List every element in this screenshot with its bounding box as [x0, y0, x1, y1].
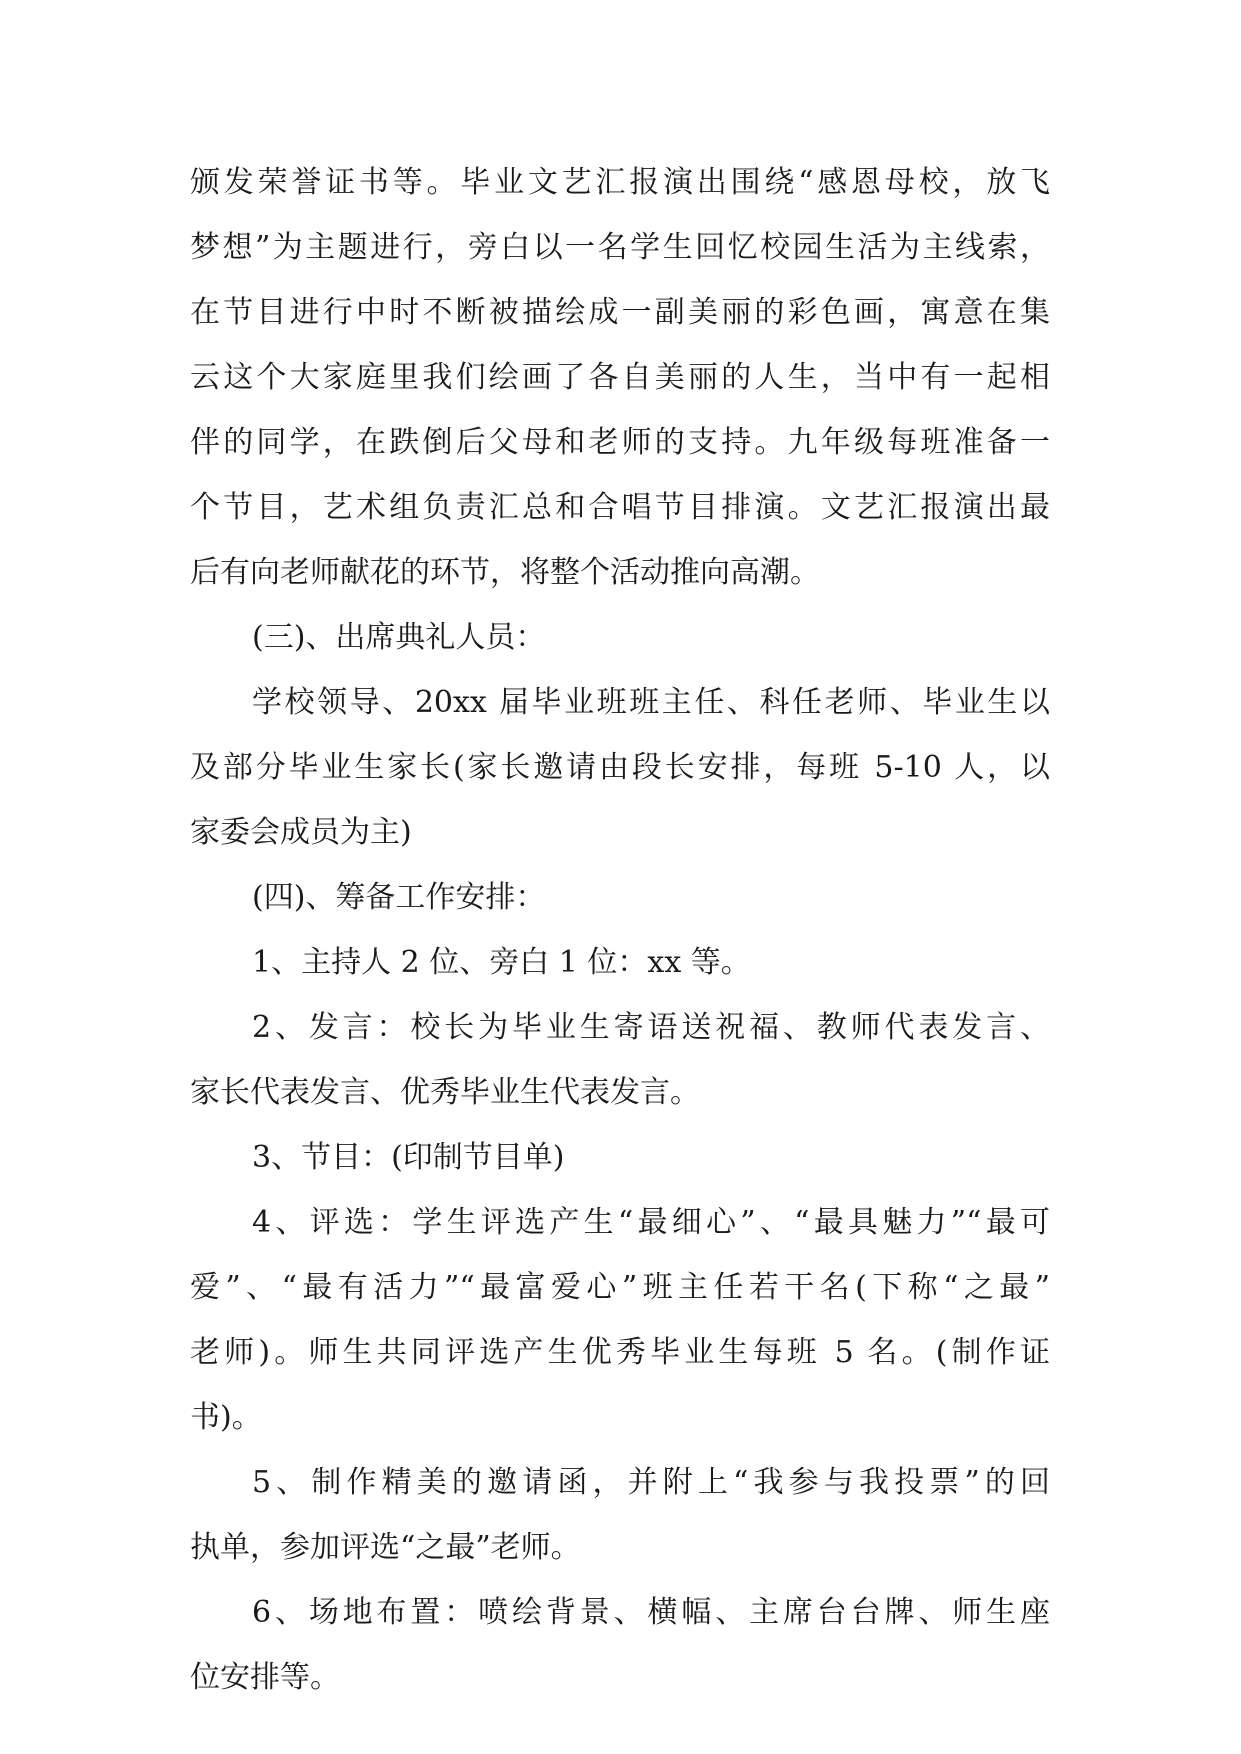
text-line: 及部分毕业生家长(家长邀请由段长安排，每班 5-10 人，以	[190, 750, 1050, 785]
text-line: 云这个大家庭里我们绘画了各自美丽的人生，当中有一起相	[190, 360, 1050, 395]
text-line: 3、节目：(印制节目单)	[252, 1140, 565, 1175]
text-line: 1、主持人 2 位、旁白 1 位：xx 等。	[252, 945, 751, 980]
list-item-invitations	[190, 1450, 1050, 1580]
text-line: 执单，参加评选“之最”老师。	[190, 1530, 581, 1565]
list-item-speeches	[190, 995, 1050, 1125]
list-item-selection	[190, 1190, 1050, 1450]
text-line: 老师)。师生共同评选产生优秀毕业生每班 5 名。(制作证	[190, 1335, 1050, 1370]
list-item-venue	[190, 1580, 1050, 1710]
section-heading-preparation	[190, 865, 1050, 930]
section-heading: (四)、筹备工作安排：	[252, 880, 546, 915]
text-line: 后有向老师献花的环节，将整个活动推向高潮。	[190, 555, 820, 590]
text-line: 在节目进行中时不断被描绘成一副美丽的彩色画，寓意在集	[190, 295, 1050, 330]
section-heading: (三)、出席典礼人员：	[252, 620, 546, 655]
section-heading-attendees	[190, 605, 1050, 670]
paragraph-ceremony-program	[190, 150, 1050, 605]
list-item-hosts	[190, 930, 1050, 995]
text-line: 家委会成员为主)	[190, 815, 412, 850]
text-line: 2、发言：校长为毕业生寄语送祝福、教师代表发言、	[252, 1010, 1050, 1045]
text-line: 伴的同学，在跌倒后父母和老师的支持。九年级每班准备一	[190, 425, 1050, 460]
text-line: 颁发荣誉证书等。毕业文艺汇报演出围绕“感恩母校，放飞	[190, 165, 1050, 200]
text-line: 梦想”为主题进行，旁白以一名学生回忆校园生活为主线索，	[190, 230, 1050, 265]
text-line: 5、制作精美的邀请函，并附上“我参与我投票”的回	[252, 1465, 1050, 1500]
text-line: 爱”、“最有活力”“最富爱心”班主任若干名(下称“之最”	[190, 1270, 1050, 1305]
text-line: 个节目，艺术组负责汇总和合唱节目排演。文艺汇报演出最	[190, 490, 1050, 525]
text-line: 4、评选：学生评选产生“最细心”、“最具魅力”“最可	[252, 1205, 1050, 1240]
list-item-programs	[190, 1125, 1050, 1190]
text-line: 学校领导、20xx 届毕业班班主任、科任老师、毕业生以	[252, 685, 1050, 720]
paragraph-attendees	[190, 670, 1050, 865]
text-line: 6、场地布置：喷绘背景、横幅、主席台台牌、师生座	[252, 1595, 1050, 1630]
body-text	[190, 150, 1050, 1710]
text-line: 书)。	[190, 1400, 262, 1435]
text-line: 位安排等。	[190, 1660, 340, 1695]
text-line: 家长代表发言、优秀毕业生代表发言。	[190, 1075, 700, 1110]
